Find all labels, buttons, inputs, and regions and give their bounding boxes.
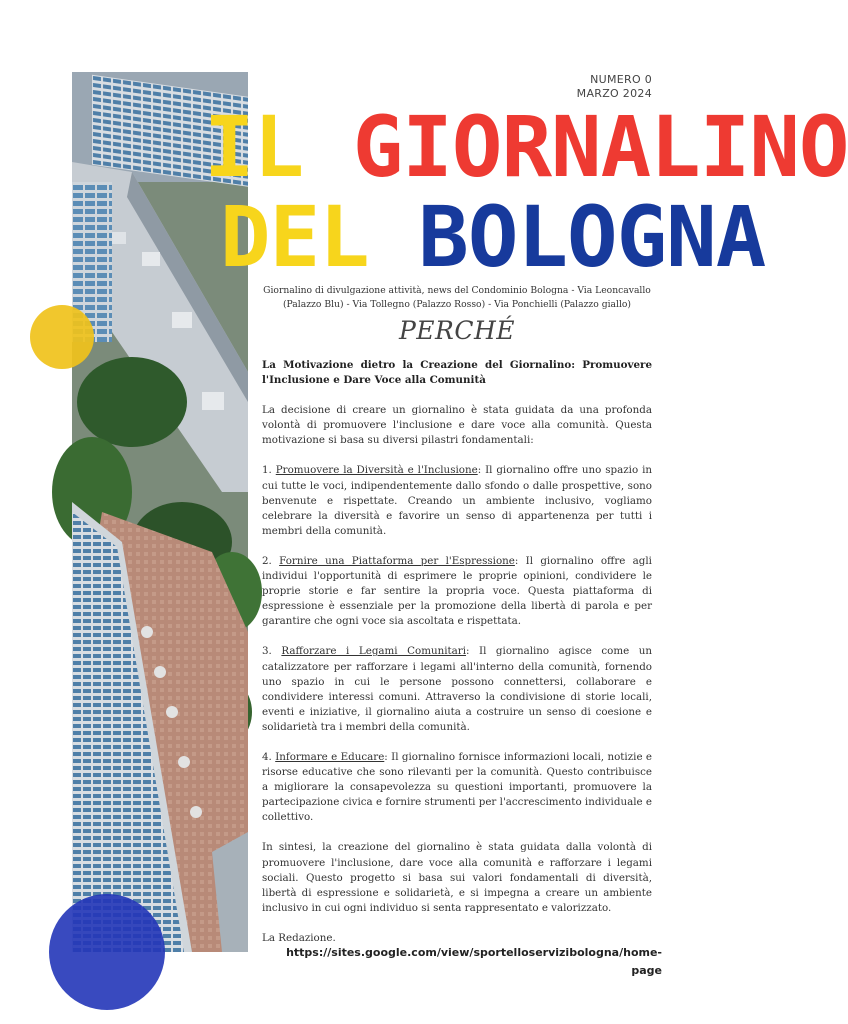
masthead-word-bologna: BOLOGNA — [418, 188, 766, 286]
masthead-word-il: IL — [204, 98, 304, 196]
point-number: 3. — [262, 645, 282, 658]
masthead-line-1 — [204, 98, 848, 196]
article-point-2 — [262, 554, 652, 629]
article-point-1 — [262, 463, 652, 538]
article-body — [262, 358, 652, 961]
point-heading: Rafforzare i Legami Comunitari — [281, 645, 467, 658]
point-text: : Il giornalino offre agli individui l'opportunità di esprimere le proprie opinioni, condividere le proprie storie e far sentire la propria voce. Questa piattaforma di espressione è essenziale per la promozione della libertà di parola e per garantire che ogni voce sia ascoltata e rispettata. — [262, 554, 652, 628]
point-heading: Informare e Educare — [275, 750, 385, 763]
article-lead: La Motivazione dietro la Creazione del Giornalino: Promuovere l'Inclusione e Dare Voce alla Comunità — [262, 359, 652, 387]
issue-info — [577, 73, 652, 101]
point-number: 1. — [262, 464, 276, 477]
masthead-line-2 — [220, 188, 766, 286]
point-heading: Fornire una Piattaforma per l'Espressione — [279, 554, 515, 567]
article-point-4 — [262, 750, 652, 825]
masthead-word-del: DEL — [220, 188, 369, 286]
article-signature: La Redazione. — [262, 931, 336, 944]
website-link[interactable]: https://sites.google.com/view/sportelloservizibologna/home-page — [286, 946, 662, 977]
issue-date: MARZO 2024 — [576, 87, 652, 100]
issue-number: NUMERO 0 — [590, 73, 652, 86]
point-heading: Promuovere la Diversità e l'Inclusione — [275, 464, 478, 477]
article-conclusion: In sintesi, la creazione del giornalino è stata guidata dalla volontà di promuovere l'inclusione, dare voce alla comunità e rafforzare i legami sociali. Questo progetto si basa sui valori fondamentali di diversità, libertà di espressione e solidarietà, e si impegna a creare un ambiente inclusivo in cui ogni individuo si senta rappresentato e valorizzato. — [262, 841, 652, 914]
article-point-3 — [262, 644, 652, 735]
section-title: PERCHÉ — [398, 316, 516, 345]
point-text: : Il giornalino agisce come un catalizzatore per rafforzare i legami all'interno della comunità, fornendo uno spazio in cui le persone possono connettersi, collaborare e condividere interessi comuni. Attraverso la condivisione di storie locali, eventi e iniziative, il giornalino aiuta a costruire un senso di coesione e solidarietà tra i membri della comunità. — [262, 645, 652, 733]
point-text: : Il giornalino offre uno spazio in cui tutte le voci, indipendentemente dallo sfondo o dalle prospettive, sono benvenute e rispettate. Creando un ambiente inclusivo, vogliamo celebrare la diversità e favorire un senso di appartenenza per tutti i membri della comunità. — [262, 464, 652, 537]
point-number: 2. — [262, 554, 280, 567]
masthead-subtitle: Giornalino di divulgazione attività, news del Condominio Bologna - Via Leoncavallo (Palazzo Blu) - Via Tollegno (Palazzo Rosso) - Via Ponchielli (Palazzo giallo) — [263, 285, 651, 310]
article-intro: La decisione di creare un giornalino è stata guidata da una profonda volontà di promuovere l'inclusione e dare voce alla comunità. Questa motivazione si basa su diversi pilastri fondamentali: — [262, 404, 652, 447]
point-number: 4. — [262, 750, 276, 763]
point-text: : Il giornalino fornisce informazioni locali, notizie e risorse educative che sono rilevanti per la comunità. Questo contribuisce a migliorare la consapevolezza su questioni importanti, promuovere la partecipazione civica e fornire strumenti per l'accrescimento individuale e collettivo. — [262, 750, 653, 824]
masthead-word-giornalino: GIORNALINO — [352, 98, 848, 196]
